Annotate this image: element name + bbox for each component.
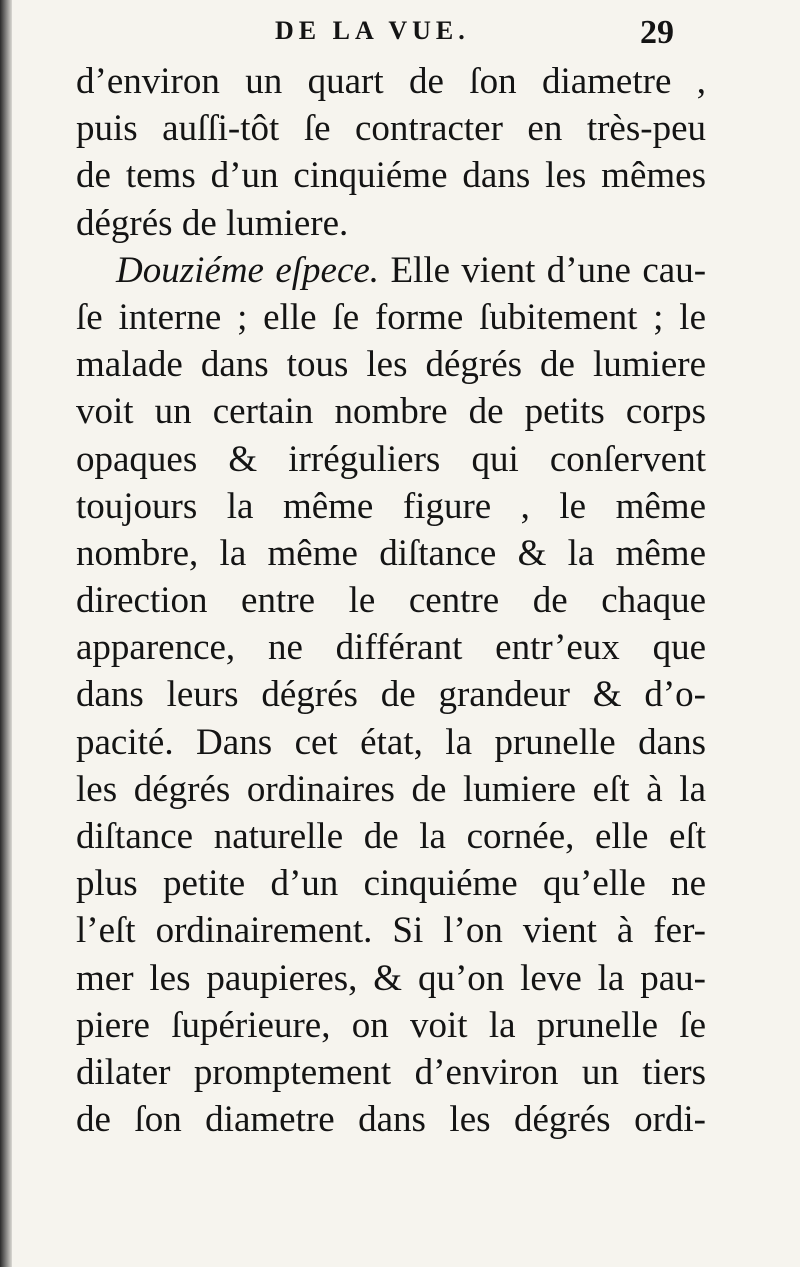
page-header bbox=[0, 14, 800, 54]
text-line: voit un certain nombre de petits corps bbox=[76, 391, 706, 433]
text-line: pacité. Dans cet état, la prunelle dans bbox=[76, 721, 706, 763]
text-line: dégrés de lumiere. bbox=[76, 202, 349, 244]
text-line: malade dans tous les dégrés de lumiere bbox=[76, 344, 706, 386]
text-line bbox=[76, 247, 706, 294]
text-line: de tems d’un cinquiéme dans les mêmes bbox=[76, 155, 706, 197]
text-line: diſtance naturelle de la cornée, elle eſt bbox=[76, 816, 706, 857]
running-head: DE LA VUE. bbox=[275, 16, 470, 45]
text-line: apparence, ne différant entr’eux que bbox=[76, 627, 706, 669]
text-line: ſe interne ; elle ſe forme ſubitement ; le bbox=[76, 296, 706, 338]
text-line: les dégrés ordinaires de lumiere eſt à la bbox=[76, 768, 706, 810]
body-text bbox=[76, 58, 706, 1143]
page-number: 29 bbox=[640, 14, 674, 51]
text-line: dilater promptement d’environ un tiers bbox=[76, 1051, 706, 1093]
text-line: d’environ un quart de ſon diametre , bbox=[76, 61, 706, 102]
page-gutter-shadow bbox=[0, 0, 12, 1267]
text-line: piere ſupérieure, on voit la prunelle ſe bbox=[76, 1004, 706, 1046]
text-line: mer les paupieres, & qu’on leve la pau- bbox=[76, 957, 706, 999]
text-line: l’eſt ordinairement. Si l’on vient à fer- bbox=[76, 910, 706, 952]
text-line: de ſon diametre dans les dégrés ordi- bbox=[76, 1099, 706, 1141]
text-line: puis auſſi-tôt ſe contracter en très-peu bbox=[76, 108, 706, 150]
text-line: plus petite d’un cinquiéme qu’elle ne bbox=[76, 863, 706, 905]
text-line: direction entre le centre de chaque bbox=[76, 580, 706, 622]
section-heading: Douziéme eſpece. bbox=[116, 249, 380, 291]
text-line: opaques & irréguliers qui conſervent bbox=[76, 438, 706, 480]
text-line: dans leurs dégrés de grandeur & d’o- bbox=[76, 674, 706, 716]
text-line: toujours la même figure , le même bbox=[76, 485, 706, 527]
text-line: nombre, la même diſtance & la même bbox=[76, 532, 706, 574]
text-line-rest: Elle vient d’une cau- bbox=[390, 249, 707, 291]
